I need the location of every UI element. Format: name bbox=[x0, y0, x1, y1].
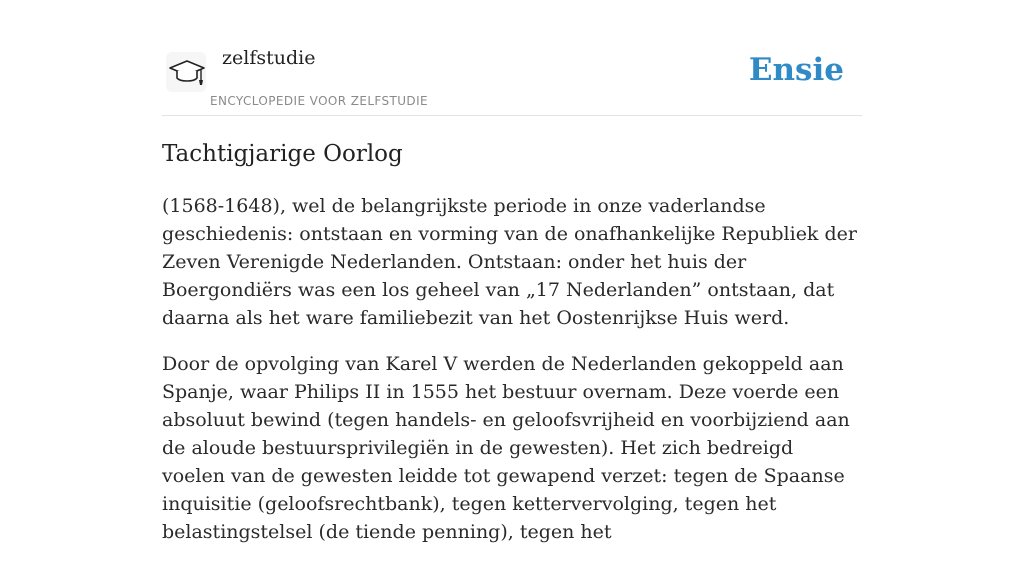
content-column bbox=[162, 0, 862, 543]
article-paragraph: (1568-1648), wel de belangrijkste periode in onze vaderlandse geschiedenis: ontstaan en vorming van de onafhankelijke Republiek der Zeven Verenigde Nederlanden. Ontstaan: onder het huis der Boergondiërs was een los geheel van „17 Nederlanden” ontstaan, dat daarna als het ware familiebezit van het Oostenrijkse Huis werd. bbox=[162, 195, 857, 329]
site-header bbox=[162, 0, 862, 116]
site-logo[interactable] bbox=[166, 52, 206, 92]
graduation-cap-icon bbox=[168, 58, 206, 88]
ensie-brand-link[interactable]: Ensie bbox=[748, 52, 844, 88]
site-tagline: ENCYCLOPEDIE VOOR ZELFSTUDIE bbox=[210, 94, 428, 108]
article-title: Tachtigjarige Oorlog bbox=[162, 141, 403, 167]
article-paragraph: Door de opvolging van Karel V werden de Nederlanden gekoppeld aan Spanje, waar Philips II in 1555 het bestuur overnam. Deze voerde een absoluut bewind (tegen handels- en geloofsvrijheid en voorbijziend aan de aloude bestuursprivilegiën in de gewesten). Het zich bedreigd voelen van de gewesten leidde tot gewapend verzet: tegen de Spaanse inquisitie (geloofsrechtbank), tegen kettervervolging, tegen het belastingstelsel (de tiende penning), tegen het bbox=[162, 353, 850, 543]
article-body bbox=[162, 192, 862, 564]
site-name[interactable]: zelfstudie bbox=[222, 47, 316, 69]
